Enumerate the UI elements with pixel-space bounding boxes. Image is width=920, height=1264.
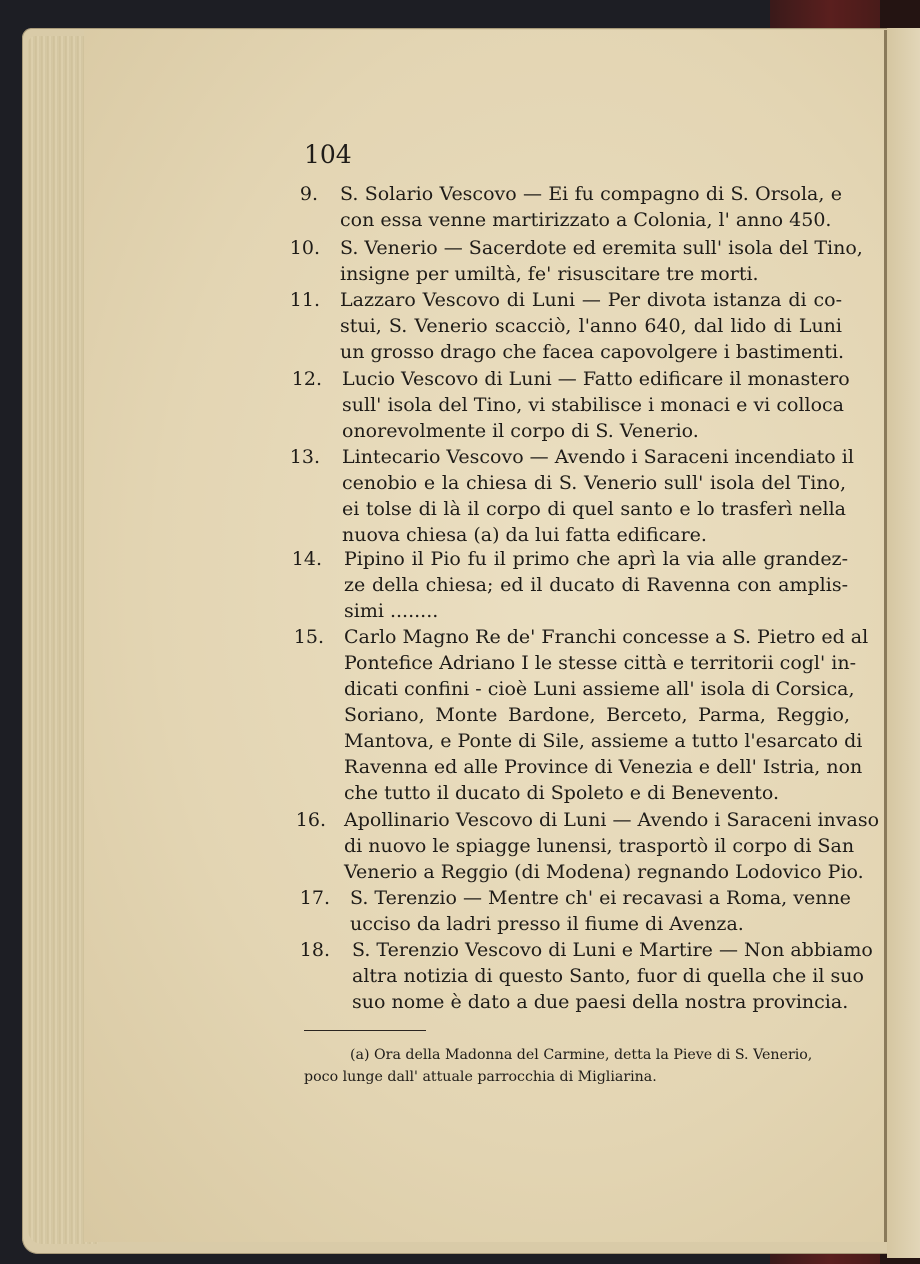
entry-line: suo nome è dato a due paesi della nostra provincia. [352,991,849,1013]
entry-line: altra notizia di questo Santo, fuor di quella che il suo [352,965,864,987]
entry-line: Apollinario Vescovo di Luni — Avendo i Saraceni invaso [344,809,880,831]
entry-number: 10. [289,237,320,259]
entry-number: 14. [291,548,322,570]
footnote-line: poco lunge dall' attuale parrocchia di Migliarina. [304,1069,657,1085]
entry-number: 12. [291,368,322,390]
entry-line: S. Terenzio Vescovo di Luni e Martire — Non abbiamo [352,939,873,961]
entry-line: Pontefice Adriano I le stesse città e territorii cogl' in- [344,652,856,674]
entry-line: insigne per umiltà, fe' risuscitare tre morti. [340,263,759,285]
entry-number: 15. [293,626,324,648]
entry-line: cenobio e la chiesa di S. Venerio sull' isola del Tino, [342,472,846,494]
entry-line: onorevolmente il corpo di S. Venerio. [342,420,699,442]
entry-line: di nuovo le spiagge lunensi, trasportò il corpo di San [344,835,855,857]
entry-line: con essa venne martirizzato a Colonia, l' anno 450. [340,209,832,231]
entry-line: simi ........ [344,600,439,622]
entry-line: Lazzaro Vescovo di Luni — Per divota istanza di co- [340,289,842,311]
page-number: 104 [304,140,352,169]
footnote [304,1044,852,1088]
entry-line: dicati confini - cioè Luni assieme all' isola di Corsica, [344,678,855,700]
entry-line: sull' isola del Tino, vi stabilisce i monaci e vi colloca [342,394,844,416]
entry-line: stui, S. Venerio scacciò, l'anno 640, dal lido di Luni [340,315,842,337]
entry-number: 13. [289,446,320,468]
footnote-divider [304,1030,426,1031]
entry-line: Mantova, e Ponte di Sile, assieme a tutto l'esarcato di [344,730,863,752]
footnote-line: (a) Ora della Madonna del Carmine, detta la Pieve di S. Venerio, [350,1047,813,1063]
entry-line: nuova chiesa (a) da lui fatta edificare. [342,524,707,546]
entry-number: 17. [299,887,330,909]
entry-line: Lucio Vescovo di Luni — Fatto edificare il monastero [342,368,850,390]
entry-line: che tutto il ducato di Spoleto e di Benevento. [344,782,780,804]
entry-line: Venerio a Reggio (di Modena) regnando Lodovico Pio. [344,861,864,883]
entry-line: Ravenna ed alle Province di Venezia e dell' Istria, non [344,756,863,778]
entry-line: un grosso drago che facea capovolgere i bastimenti. [340,341,845,363]
entry-line: Carlo Magno Re de' Franchi concesse a S. Pietro ed al [344,626,869,648]
entry-line: S. Terenzio — Mentre ch' ei recavasi a Roma, venne [350,887,851,909]
entry-number: 16. [295,809,326,831]
entry-line: S. Solario Vescovo — Ei fu compagno di S. Orsola, e [340,183,842,205]
entry-number: 9. [299,183,318,205]
entry-line: ucciso da ladri presso il fiume di Avenza. [350,913,744,935]
entry-line: Soriano, Monte Bardone, Berceto, Parma, Reggio, [344,704,850,726]
entry-number: 18. [299,939,330,961]
entry-number: 11. [289,289,320,311]
entry-line: S. Venerio — Sacerdote ed eremita sull' isola del Tino, [340,237,863,259]
entry-line: Pipino il Pio fu il primo che aprì la via alle grandez- [344,548,848,570]
entry-line: ze della chiesa; ed il ducato di Ravenna con amplis- [344,574,848,596]
entry-line: ei tolse di là il corpo di quel santo e lo trasferì nella [342,498,846,520]
entry-line: Lintecario Vescovo — Avendo i Saraceni incendiato il [342,446,854,468]
